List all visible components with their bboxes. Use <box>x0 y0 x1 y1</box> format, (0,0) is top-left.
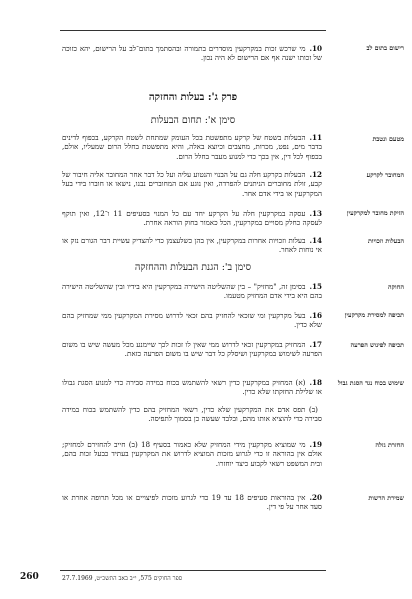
section-12 <box>62 170 322 198</box>
section-11 <box>62 133 322 161</box>
page-number: 260 <box>20 572 39 582</box>
section-text: עסקה במקרקעין חלה על הקרקע יחד עם כל המנוי בסעיפים 11 ו־12, ואין תוקף לעסקה כחלק מסויים במקרקעין, הכל כאמור בחוק הוראה אחרת. <box>62 209 322 228</box>
footer-publication: ספר החוקים 575, י״ב באב התשכ״ט, 27.7.1969 <box>62 575 183 582</box>
section-number: 11. <box>309 133 322 142</box>
section-text: המחזיק במקרקעין זכאי לדרוש ממי שאין לו זכות לכך שיימנע מכל מעשה שיש בו משום הפרעה לשימוש במקרקעין ושיסלק כל דבר שיש בו משום הפרעה כזאת. <box>62 340 322 359</box>
margin-note-force-trespass: שימוש בכוח נגד הסגת גבול <box>337 380 404 387</box>
section-text: בסימן זה, "מחזיק" – בין שהשליטה הישירה במקרקעין היא בידיו ובין שהשליטה הישירה בהם היא בידי אדם המחזיק מטעמו. <box>62 282 322 301</box>
section-text: מי שמוציא מקרקעין מידי המחזיק שלא כאמור בסעיף 18 (ב) חייב להחזירם למחזיק; אולם אין בהוראה זו כדי לגרוע מזכות המוציא לדרוש את המקרקעין בעתיד כבעל זכות בהם, ובית המשפט רשאי לקבוע כיצד יוחזרו. <box>62 440 322 468</box>
margin-note-remove-disturbance: תכיפה לפינוש הפרעה <box>350 342 404 349</box>
section-number: 12. <box>309 170 322 179</box>
section-text: אין בהוראות סעיפים 18 עד 19 כדי לגרוע מזכות לפיצויים או מכל תרופה אחרת או סעד אחר על פי דין. <box>62 493 322 512</box>
margin-note-ownership-rights: הבעלות וזכויות <box>368 238 404 245</box>
section-number: 19. <box>309 440 322 449</box>
section-text: בעלות וזכויות אחרות במקרקעין, אין בהן כשלעצמן כדי להצדיק עשיית דבר הגורם נזק או אי נוחות לאחר. <box>62 236 322 255</box>
margin-note-return-seized: החזרת גזלה <box>375 442 404 449</box>
section-16 <box>62 311 322 330</box>
top-rule <box>60 30 326 31</box>
section-number: 13. <box>309 209 322 218</box>
section-text: מי שרכש זכות במקרקעין מוסדרים בתמורה ובהסתמך בתום־לב על הרישום, יהא כזוכה של זכותו ישנה אף אם הרישום לא היה נכון. <box>62 44 322 63</box>
section-18-a <box>62 378 322 397</box>
section-number: 16. <box>309 311 322 320</box>
section-text: (ב) תפס אדם את המקרקעין שלא כדין, רשאי המחזיק בהם כדין להשתמש בכוח במידה סבירה כדי להוציא אותו מהם, ובלבד שעשה כן בסמוך לתפיסה. <box>62 405 322 424</box>
section-text: (א) המחזיק במקרקעין כדין רשאי להשתמש בכוח במידה סבירה כדי למנוע הסגת גבולו או שלילת החזקתו שלא כדין. <box>62 378 322 397</box>
section-18-b <box>62 405 322 424</box>
margin-note-fixture-transaction: הזיקת מחובר למקרקעין <box>346 210 404 217</box>
section-17 <box>62 340 322 359</box>
bottom-rule <box>60 570 326 571</box>
margin-note-depth-height: מטעם ונטבת <box>372 136 404 143</box>
section-number: 20. <box>309 493 322 502</box>
section-number: 10. <box>309 44 322 53</box>
section-15 <box>62 282 322 301</box>
subchapter-a-heading: סימן א': תחום הבעלות <box>150 115 236 126</box>
section-text: הבעלות בקרקע חלה גם על הבנוי והנטוע עליה ועל כל דבר אחר המחובר אליה חיבור של קבע, זולת מחוברים הניתנים להפרדה, ואין נוגע אם המחוברים נבנו, נישאו או חוברו בידי בעל המקרקעין או בידי אדם אחר. <box>62 170 322 198</box>
section-number: 15. <box>309 282 322 291</box>
section-number: 14. <box>309 236 322 245</box>
margin-note-possession: החוקה <box>388 284 404 291</box>
section-number: 18. <box>309 378 322 387</box>
section-text: בעל מקרקעין ומי שזכאי להחזיק בהם זכאי לדרוש מסירת המקרקעין ממי שמחזיק בהם שלא כדין. <box>62 311 322 330</box>
margin-note-claim-delivery: תכיפה למסירת מקרקעין <box>344 312 404 319</box>
section-number: 17. <box>309 340 322 349</box>
chapter-heading: פרק ג': בעלות והחזקה <box>148 92 238 103</box>
subchapter-b-heading: סימן ב': הגנת הבעלות וההחזקה <box>134 262 252 273</box>
section-text: הבעלות בשטח של קרקע מתפשטת בכל העומק שמתחת לשטח הקרקע, בכפוף לדינים בדבר מים, נפט, מכרות, מחצבים וכיוצא באלה, והיא מתפשטת בחלל הרום שמעליו, אולם, בכפוף לכל דין, אין בכך כדי למנוע מעבר בחלל הרום. <box>62 133 322 161</box>
margin-note-preserve-remedies: שמירת הרשות <box>368 495 404 502</box>
section-14 <box>62 236 322 255</box>
section-20 <box>62 493 322 512</box>
section-13 <box>62 209 322 228</box>
margin-note-good-faith: רישום בתום לב <box>366 45 404 52</box>
margin-note-fixtures: המחובר לקרקע <box>366 172 404 179</box>
section-10 <box>62 44 322 63</box>
section-19 <box>62 440 322 468</box>
